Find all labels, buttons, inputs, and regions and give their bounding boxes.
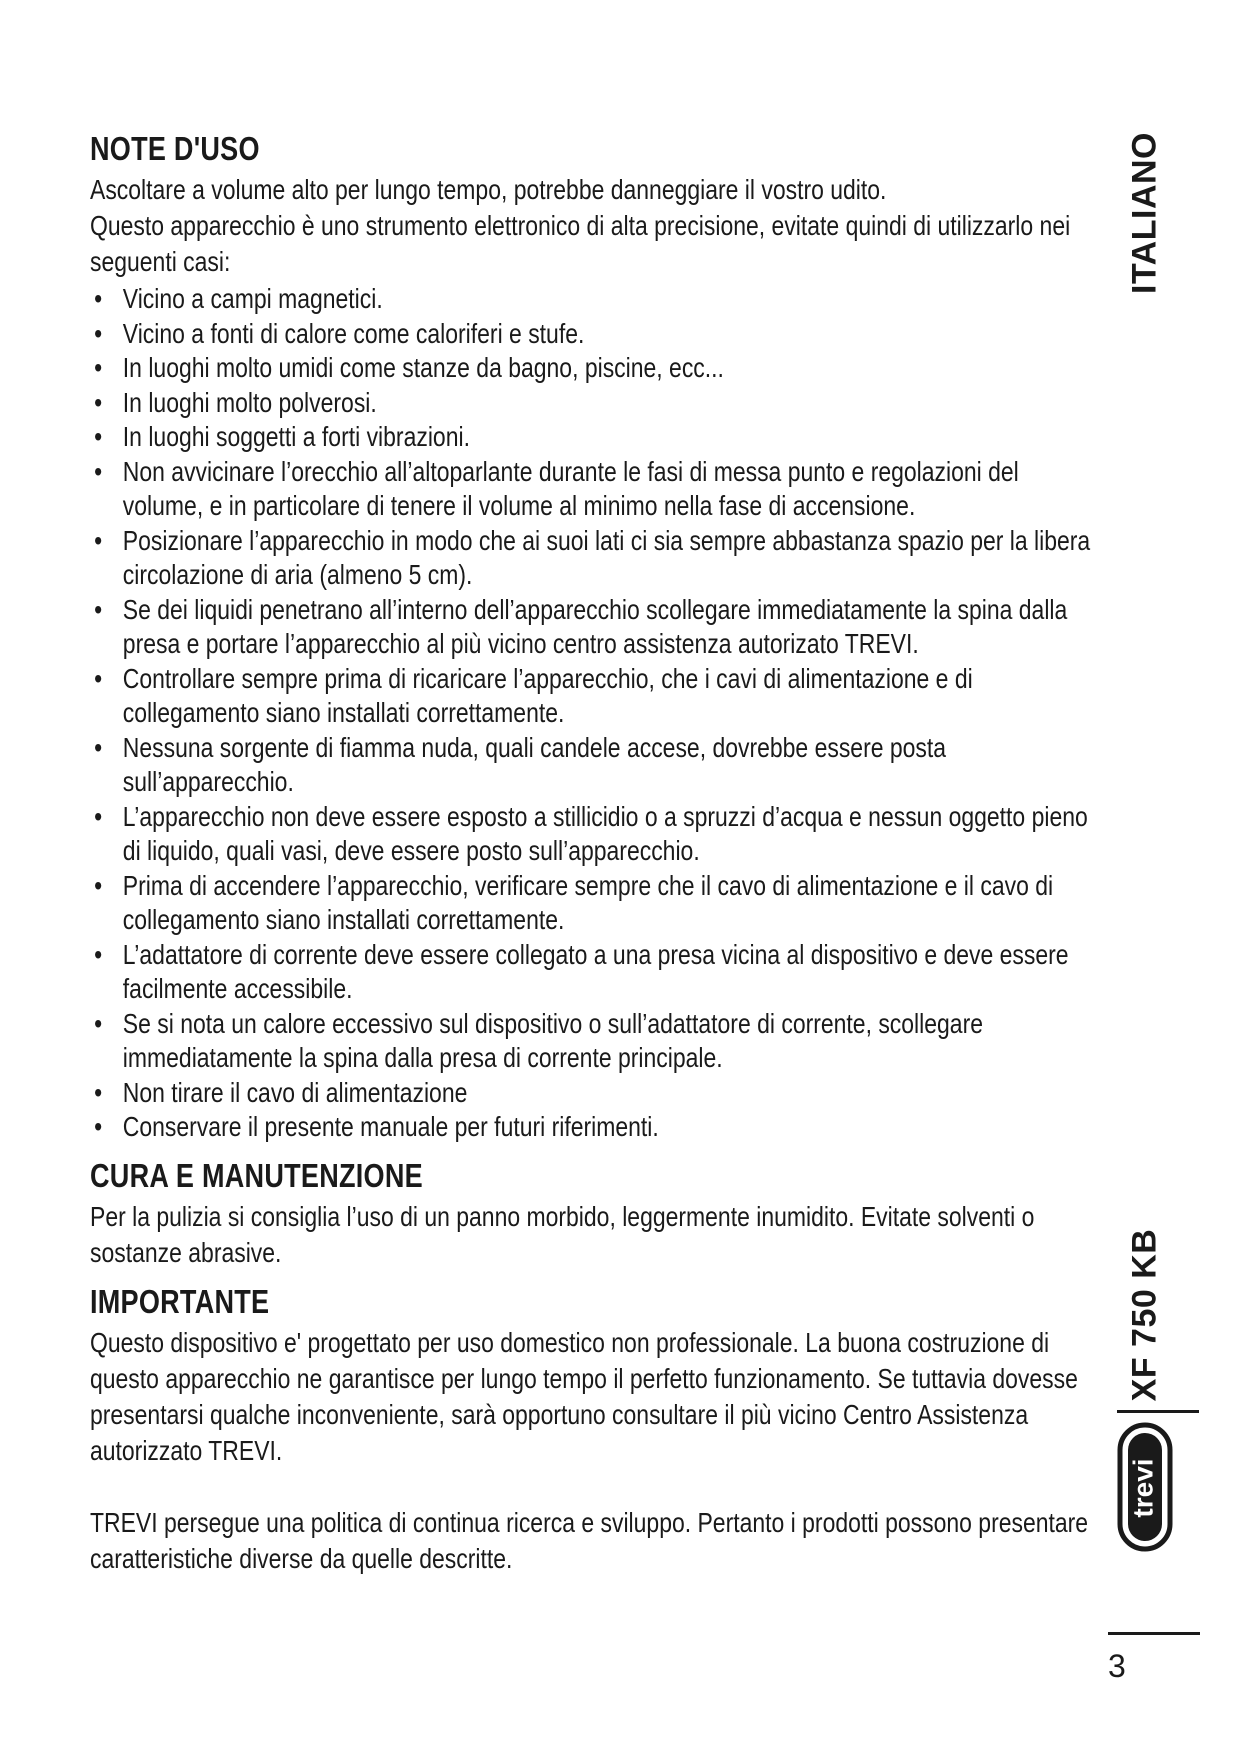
bullet-icon: • bbox=[94, 283, 103, 314]
list-item: • In luoghi molto polverosi. bbox=[90, 386, 1090, 421]
model-divider bbox=[1117, 1410, 1199, 1413]
bullet-icon: • bbox=[94, 938, 103, 970]
usage-notes-list bbox=[90, 282, 1090, 1145]
list-item: • Vicino a fonti di calore come caloriferi e stufe. bbox=[90, 317, 1090, 352]
list-item: • Non avvicinare l’orecchio all’altoparlante durante le fasi di messa punto e regolazioni del volume, e in particolare di tenere il volume al minimo nella fase di accensione. bbox=[94, 455, 1019, 521]
note-uso-intro-2: Questo apparecchio è uno strumento elettronico di alta precisione, evitate quindi di utilizzarlo nei seguenti casi: bbox=[90, 210, 1071, 277]
note-uso-intro-1: Ascoltare a volume alto per lungo tempo, potrebbe danneggiare il vostro udito. bbox=[90, 174, 887, 205]
list-item: • Non tirare il cavo di alimentazione bbox=[90, 1076, 1090, 1111]
list-item: • Conservare il presente manuale per futuri riferimenti. bbox=[90, 1110, 1090, 1145]
bullet-icon: • bbox=[94, 1076, 103, 1108]
bullet-icon: • bbox=[94, 352, 103, 383]
bullet-icon: • bbox=[94, 1111, 103, 1142]
page-number-divider bbox=[1108, 1632, 1200, 1635]
list-item: • Posizionare l’apparecchio in modo che ai suoi lati ci sia sempre abbastanza spazio per la libera circolazione di aria (almeno 5 cm). bbox=[94, 524, 1091, 590]
svg-text:trevi: trevi bbox=[1127, 1458, 1159, 1518]
bullet-icon: • bbox=[94, 421, 103, 452]
list-item: • Nessuna sorgente di fiamma nuda, quali candele accese, dovrebbe essere posta sull’apparecchio. bbox=[94, 731, 947, 797]
list-item: • L’adattatore di corrente deve essere collegato a una presa vicina al dispositivo e deve essere facilmente accessibile. bbox=[94, 938, 1069, 1004]
language-label: ITALIANO bbox=[1125, 131, 1164, 295]
importante-text: Questo dispositivo e' progettato per uso domestico non professionale. La buona costruzione di questo apparecchio ne garantisce per lungo tempo il perfetto funzionamento. Se tuttavia dovesse presentarsi qualche inconveniente, sarà opportuno consultare il più vicino Centro Assistenza autorizzato TREVI. bbox=[90, 1326, 1078, 1466]
bullet-icon: • bbox=[94, 1007, 103, 1039]
list-item: • Prima di accendere l’apparecchio, verificare sempre che il cavo di alimentazione e il cavo di collegamento siano installati correttamente. bbox=[94, 869, 1054, 935]
policy-text: TREVI persegue una politica di continua ricerca e sviluppo. Pertanto i prodotti possono presentare caratteristiche diverse da quelle descritte. bbox=[90, 1506, 1089, 1574]
importante-heading: IMPORTANTE bbox=[90, 1282, 270, 1320]
cura-heading: CURA E MANUTENZIONE bbox=[90, 1156, 423, 1194]
list-item: • Se dei liquidi penetrano all’interno dell’apparecchio scollegare immediatamente la spina dalla presa e portare l’apparecchio al più vicino centro assistenza autorizato TREVI. bbox=[94, 593, 1068, 659]
bullet-icon: • bbox=[94, 317, 103, 349]
list-item: • In luoghi soggetti a forti vibrazioni. bbox=[90, 420, 1090, 455]
trevi-logo-icon bbox=[1117, 1422, 1173, 1552]
bullet-icon: • bbox=[94, 593, 103, 625]
bullet-icon: • bbox=[94, 386, 103, 418]
list-item: • Vicino a campi magnetici. bbox=[90, 282, 1090, 317]
model-label: XF 750 KB bbox=[1125, 1228, 1164, 1402]
bullet-icon: • bbox=[94, 524, 103, 556]
bullet-icon: • bbox=[94, 869, 103, 901]
cura-text: Per la pulizia si consiglia l’uso di un panno morbido, leggermente inumidito. Evitate solventi o sostanze abrasive. bbox=[90, 1200, 1035, 1268]
list-item: • Se si nota un calore eccessivo sul dispositivo o sull’adattatore di corrente, scollegare immediatamente la spina dalla presa di corrente principale. bbox=[94, 1007, 983, 1073]
trevi-logo bbox=[1117, 1422, 1173, 1552]
list-item: • Controllare sempre prima di ricaricare l’apparecchio, che i cavi di alimentazione e di collegamento siano installati correttamente. bbox=[94, 662, 973, 728]
list-item: • L’apparecchio non deve essere esposto a stillicidio o a spruzzi d’acqua e nessun oggetto pieno di liquido, quali vasi, deve essere posto sull’apparecchio. bbox=[94, 800, 1088, 866]
bullet-icon: • bbox=[94, 662, 103, 694]
bullet-icon: • bbox=[94, 731, 103, 763]
list-item: • In luoghi molto umidi come stanze da bagno, piscine, ecc... bbox=[90, 351, 1090, 386]
page-number: 3 bbox=[1108, 1648, 1126, 1684]
manual-page bbox=[90, 130, 1091, 1577]
bullet-icon: • bbox=[94, 800, 103, 832]
bullet-icon: • bbox=[94, 455, 103, 487]
note-uso-heading: NOTE D'USO bbox=[90, 130, 260, 167]
